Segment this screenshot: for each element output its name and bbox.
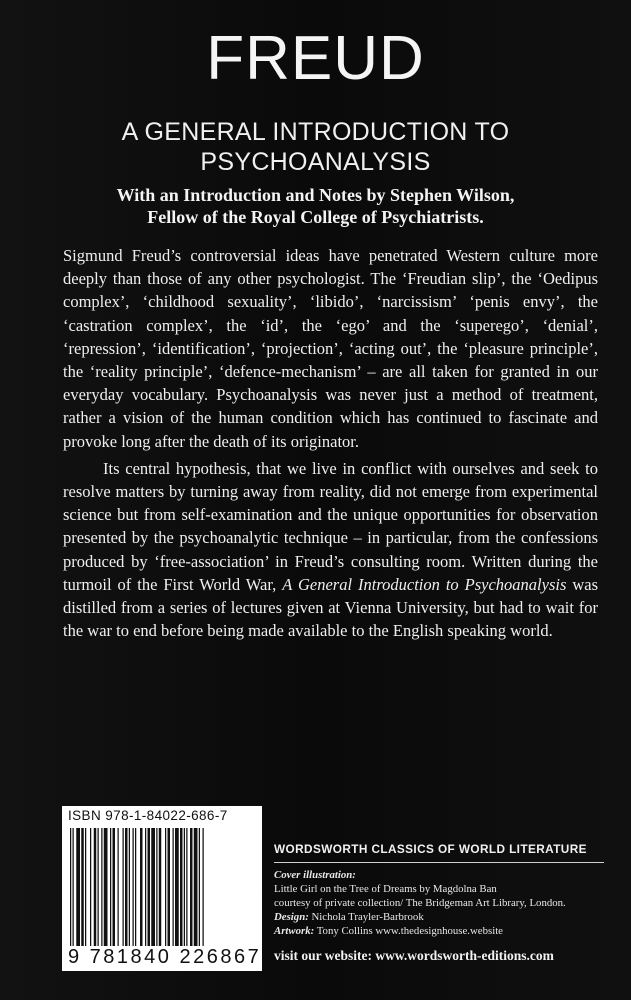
blurb <box>63 244 598 642</box>
intro-line: With an Introduction and Notes by Stephen Wilson, <box>116 185 515 205</box>
subtitle-line: A GENERAL INTRODUCTION TO <box>121 118 510 146</box>
cover-illustration-label: Cover illustration: <box>274 869 356 881</box>
cover-illustration-line: Little Girl on the Tree of Dreams by Magdolna Ban <box>274 883 497 895</box>
introduction-credit <box>0 184 631 228</box>
cover-illustration-line: courtesy of private collection/ The Bridgeman Art Library, London. <box>274 897 566 909</box>
artwork-credit <box>274 924 614 938</box>
design-credit <box>274 910 614 924</box>
book-subtitle <box>0 117 631 177</box>
blurb-text: was distilled from a series of lectures given at Vienna University, but had to wait for the war to end before being made available to the English speaking world. <box>63 574 598 641</box>
divider <box>274 862 604 863</box>
barcode-icon <box>68 828 256 946</box>
series-name: WORDSWORTH CLASSICS OF WORLD LITERATURE <box>274 842 587 856</box>
blurb-paragraph-2 <box>63 457 598 643</box>
artwork-label: Artwork: <box>274 925 315 937</box>
blurb-text: Its central hypothesis, that we live in conflict with ourselves and seek to resolve matters by turning away from reality, did not emerge from experimental science but from self-examination and the unique opportunities for observation presented by the psychoanalytic technique – in particular, from the confessions produced by ‘free-association’ in Freud’s consulting room. Written during the turmoil of the First World War, <box>63 458 598 594</box>
barcode-digits: 9 781840 226867 <box>68 946 262 968</box>
subtitle-line: PSYCHOANALYSIS <box>200 148 431 176</box>
publisher-website: visit our website: www.wordsworth-editions.com <box>274 948 554 963</box>
artwork-value: Tony Collins www.thedesignhouse.website <box>314 925 503 937</box>
intro-line: Fellow of the Royal College of Psychiatrists. <box>147 207 484 227</box>
blurb-paragraph-1: Sigmund Freud’s controversial ideas have penetrated Western culture more deeply than those of any other psychologist. The ‘Freudian slip’, the ‘Oedipus complex’, ‘childhood sexuality’, ‘libido’, ‘narcissism’ ‘penis envy’, the ‘castration complex’, the ‘id’, the ‘ego’ and the ‘superego’, ‘denial’, ‘repression’, ‘identification’, ‘projection’, ‘acting out’, the ‘pleasure principle’, the ‘reality principle’, ‘defence-mechanism’ – are all taken for granted in our everyday vocabulary. Psychoanalysis was never just a method of treatment, rather a vision of the human condition which has continued to fascinate and provoke long after the death of its originator. <box>63 246 598 451</box>
credits <box>274 868 614 938</box>
design-value: Nichola Trayler-Barbrook <box>308 911 424 923</box>
book-title-italic: A General Introduction to Psychoanalysis <box>282 574 567 594</box>
isbn-label: ISBN 978-1-84022-686-7 <box>68 808 228 823</box>
book-title: FREUD <box>206 24 425 93</box>
barcode-panel <box>62 806 262 971</box>
design-label: Design: <box>274 911 309 923</box>
